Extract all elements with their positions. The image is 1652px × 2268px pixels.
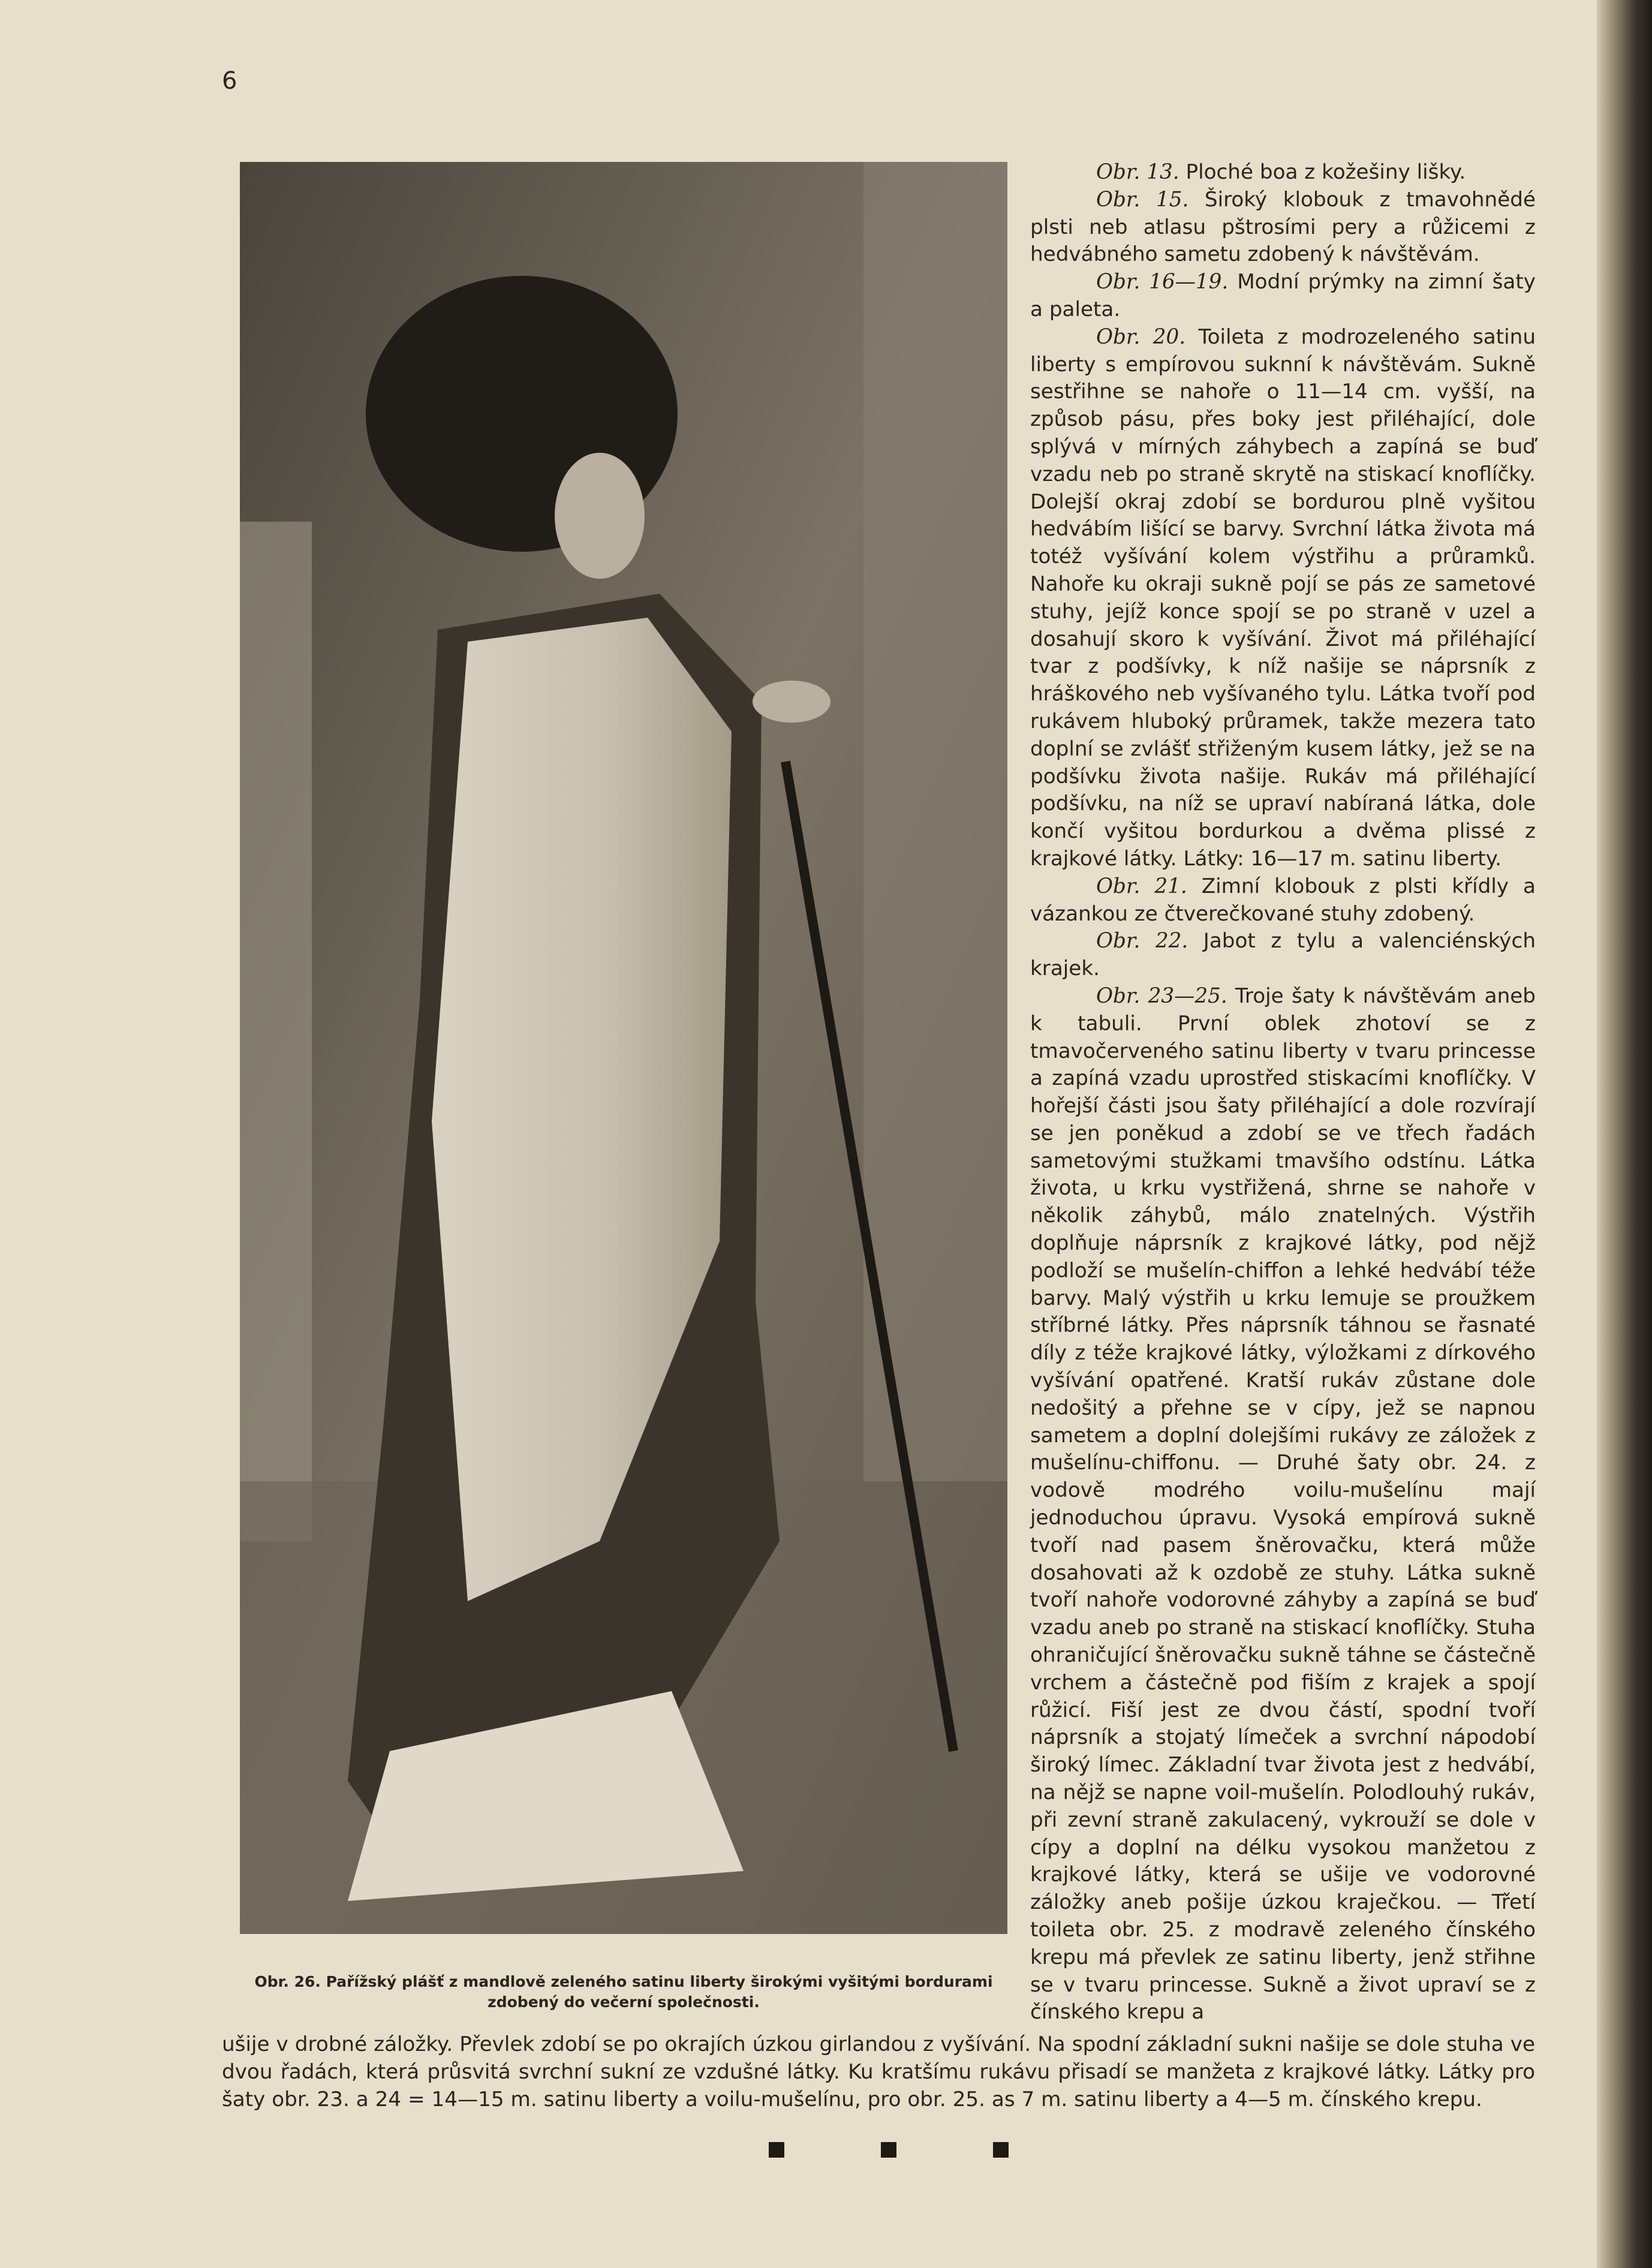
square-ornament-icon [881, 2142, 896, 2158]
paragraph-text: Zimní klobouk z plsti křídly a vázankou ze čtverečkované stuhy zdobený. [1030, 874, 1536, 926]
paragraph [1030, 159, 1536, 187]
paragraph-text: Toileta z modrozeleného satinu liberty s empírovou suknní k návštěvám. Sukně sestřihne se nahoře o 11—14 cm. vyšší, na způsob pásu, přes boky jest přiléhající, dole splývá v mírných záhybech a zapíná se buď vzadu neb po straně skrytě na stiskací knoflíčky. Dolejší okraj zdobí se bordurou plně vyšitou hedvábím lišící se barvy. Svrchní látka života má totéž vyšívání kolem výstřihu a průramků. Nahoře ku okraji sukně pojí se pás ze sametové stuhy, jejíž konce spojí se po straně v uzel a dosahují skoro k vyšívání. Život má přiléhající tvar z podšívky, k níž našije se náprsník z hráškového neb vyšívaného tylu. Látka tvoří pod rukávem hluboký průramek, takže mezera tato doplní se zvlášť střiženým kusem látky, jež se na podšívku života našije. Rukáv má přiléhající podšívku, na níž se upraví nabíraná látka, dole končí vyšitou bordurkou a dvěma plissé z krajkové látky. Látky: 16—17 m. satinu liberty. [1030, 324, 1536, 871]
figure-reference: Obr. 23—25. [1096, 983, 1227, 1008]
paragraph-text: Ploché boa z kožešiny lišky. [1179, 160, 1466, 184]
photograph-of-woman-in-embroidered-coat-icon [240, 162, 1007, 1934]
figure-reference: Obr. 21. [1096, 874, 1187, 898]
paragraph [1030, 873, 1536, 928]
paragraph [1030, 928, 1536, 983]
photograph [240, 162, 1007, 1934]
paragraph-text: Troje šaty k návštěvám aneb k tabuli. První oblek zhotoví se z tmavočerveného satinu liberty v tvaru princesse a zapíná vzadu uprostřed stiskacími knoflíčky. V hořejší části jsou šaty přiléhající a dole rozvírají se jen poněkud a zdobí se ve třech řadách sametovými stužkami tmavšího odstínu. Látka života, u krku vystřižená, shrne se nahoře v několik záhybů, málo znatelných. Výstřih doplňuje náprsník z krajkové látky, pod nějž podloží se mušelín-chiffon a lehké hedvábí téže barvy. Malý výstřih u krku lemuje se proužkem stříbrné látky. Přes náprsník táhnou se řasnaté díly z téže krajkové látky, výložkami z dírkového vyšívání opatřené. Kratší rukáv zůstane dole nedošitý a přehne se v cípy, jež se napnou sametem a doplní dolejšími rukávy ze záložek z mušelínu-chiffonu. — Druhé šaty obr. 24. z vodově modrého voilu-mušelínu mají jednoduchou úpravu. Vysoká empírová sukně tvoří nad pasem šněrovačku, která může dosahovati až k ozdobě ze stuhy. Látka sukně tvoří nahoře vodorovné záhyby a zapíná se buď vzadu aneb po straně na stiskací knoflíčky. Stuha ohraničující šněrovačku sukně táhne se částečně vrchem a částečně pod fiším z krajek a spojí růžicí. Fiší jest ze dvou částí, spodní tvoří náprsník a stojatý límeček a svrchní nápodobí široký límec. Základní tvar života jest z hedvábí, na nějž se napne voil-mušelín. Polodlouhý rukáv, při zevní straně zakulacený, vykrouží se dole v cípy a doplní na délku vysokou manžetou z krajkové látky, která se ušije ve vodorovné záložky aneb pošije úzkou kraječkou. — Třetí toileta obr. 25. z modravě zeleného čínského krepu má převlek ze satinu liberty, jenž střihne se v tvaru princesse. Sukně a život upraví se z čínského krepu a [1030, 983, 1536, 2025]
page-number: 6 [222, 67, 237, 95]
paragraph [1030, 187, 1536, 269]
end-ornament [769, 2142, 1009, 2160]
paragraph-text: Jabot z tylu a valenciénských krajek. [1030, 929, 1536, 981]
square-ornament-icon [769, 2142, 784, 2158]
paragraph [1030, 983, 1536, 2026]
book-binding-edge [1597, 0, 1652, 2268]
text-column [1030, 159, 1536, 2026]
figure-reference: Obr. 20. [1096, 324, 1186, 349]
paragraph [1030, 324, 1536, 873]
paragraph [1030, 269, 1536, 324]
figure-reference: Obr. 22. [1096, 929, 1188, 953]
square-ornament-icon [993, 2142, 1009, 2158]
figure-reference: Obr. 13. [1096, 160, 1179, 184]
figure-reference: Obr. 16—19. [1096, 270, 1229, 294]
figure-reference: Obr. 15. [1096, 187, 1189, 212]
figure-caption: Obr. 26. Pařížský plášť z mandlově zeleného satinu liberty širokými vyšitými bordurami zdobený do večerní společnosti. [254, 1973, 993, 2011]
full-width-continuation: ušije v drobné záložky. Převlek zdobí se po okrajích úzkou girlandou z vyšívání. Na spodní základní sukni našije se dole stuha ve dvou řadách, která průsvitá svrchní sukní ze vzdušné látky. Ku kratšímu rukávu přisadí se manžeta z krajkové látky. Látky pro šaty obr. 23. a 24 = 14—15 m. satinu liberty a voilu-mušelínu, pro obr. 25. as 7 m. satinu liberty a 4—5 m. čínského krepu. [222, 2032, 1535, 2111]
paragraph-text: Široký klobouk z tmavohnědé plsti neb atlasu pštrosími pery a růžicemi z hedvábného sametu zdobený k návštěvám. [1030, 187, 1536, 267]
paragraph-text: Modní prýmky na zimní šaty a paleta. [1030, 270, 1536, 321]
